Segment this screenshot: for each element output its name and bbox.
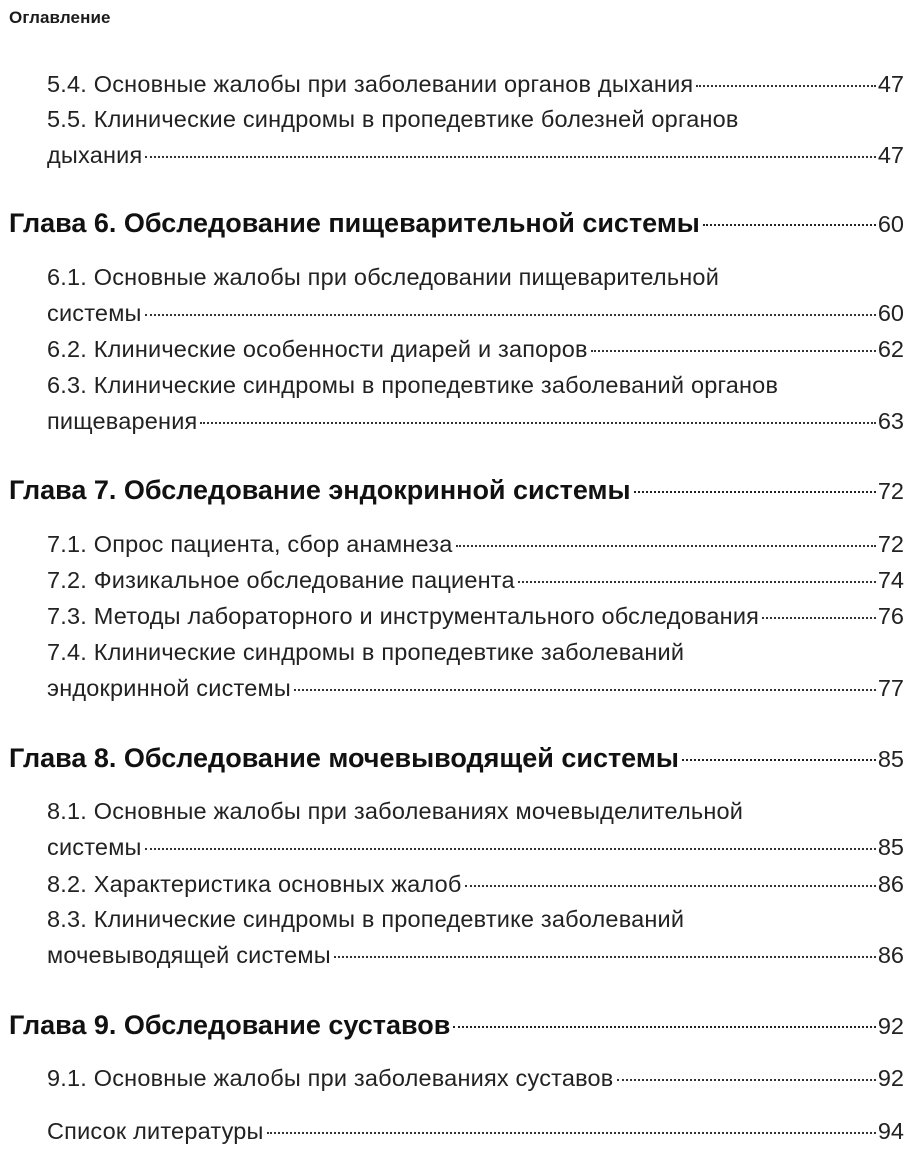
toc-entry-title: Список литературы (47, 1118, 264, 1144)
toc-page-number: 74 (877, 567, 904, 593)
toc-entry-title: 6.2. Клинические особенности диарей и запоров (47, 336, 588, 362)
dot-leader (453, 1026, 876, 1028)
toc-chapter-title: Глава 9. Обследование суставов (9, 1010, 451, 1040)
toc-page-number: 60 (877, 300, 904, 326)
toc-page-number: 77 (877, 675, 904, 701)
toc-page-number: 86 (877, 942, 904, 968)
dot-leader (145, 156, 875, 158)
toc-entry-title-line-1: 7.4. Клинические синдромы в пропедевтике заболеваний (47, 639, 685, 665)
toc-entry-bibliography[interactable] (47, 1113, 904, 1149)
toc-page-number: 47 (877, 71, 904, 97)
toc-entry-title-line-2: мочевыводящей системы (47, 942, 331, 968)
toc-page-number: 92 (877, 1013, 904, 1039)
toc-entry-title-line-1: 8.1. Основные жалобы при заболеваниях мочевыделительной (47, 798, 744, 824)
toc-entry-5-4[interactable] (47, 66, 904, 102)
toc-page-number: 85 (877, 834, 904, 860)
toc-entry-title: 7.3. Методы лабораторного и инструментального обследования (47, 603, 760, 629)
toc-entry-title-line-1: 6.3. Клинические синдромы в пропедевтике заболеваний органов (47, 372, 779, 398)
toc-entry-title-line-2: дыхания (47, 142, 143, 168)
toc-entry-title-line-1: 8.3. Клинические синдромы в пропедевтике заболеваний (47, 906, 685, 932)
toc-entry-6-2[interactable] (47, 331, 904, 367)
toc-entry-title: 7.2. Физикальное обследование пациента (47, 567, 515, 593)
toc-entry-title: 7.1. Опрос пациента, сбор анамнеза (47, 531, 453, 557)
toc-chapter-6[interactable] (9, 205, 904, 242)
toc-page-number: 47 (877, 142, 904, 168)
toc-entry-title-line-2: системы (47, 300, 142, 326)
toc-entry-title-line-2: эндокринной системы (47, 675, 291, 701)
toc-page-number: 94 (877, 1118, 904, 1144)
toc-entry-title: 8.2. Характеристика основных жалоб (47, 871, 462, 897)
toc-page-number: 72 (877, 478, 904, 504)
toc-entry-5-5[interactable] (47, 101, 904, 173)
toc-entry-title-line-2: пищеварения (47, 408, 198, 434)
toc-chapter-9[interactable] (9, 1007, 904, 1044)
toc-entry-9-1[interactable] (47, 1060, 904, 1096)
dot-leader (634, 491, 876, 493)
toc-entry-7-4[interactable] (47, 634, 904, 706)
toc-entry-6-1[interactable] (47, 259, 904, 331)
dot-leader (145, 848, 876, 850)
toc-entry-7-1[interactable] (47, 526, 904, 562)
toc-entry-title-line-2: системы (47, 834, 142, 860)
dot-leader (294, 689, 876, 691)
toc-page-number: 85 (877, 746, 904, 772)
dot-leader (456, 545, 876, 547)
toc-entry-7-3[interactable] (47, 598, 904, 634)
toc-page-number: 72 (877, 531, 904, 557)
toc-entry-8-2[interactable] (47, 866, 904, 902)
dot-leader (518, 581, 876, 583)
toc-chapter-title: Глава 6. Обследование пищеварительной системы (9, 208, 700, 238)
running-head: Оглавление (9, 8, 111, 27)
toc-page-number: 62 (877, 336, 904, 362)
toc-entry-title-line-1: 6.1. Основные жалобы при обследовании пищеварительной (47, 264, 720, 290)
toc-entry-8-1[interactable] (47, 793, 904, 865)
toc-page-number: 76 (877, 603, 904, 629)
toc-chapter-7[interactable] (9, 472, 904, 509)
dot-leader (682, 759, 876, 761)
toc-chapter-8[interactable] (9, 740, 904, 777)
toc-entry-6-3[interactable] (47, 367, 904, 439)
dot-leader (334, 956, 876, 958)
toc-page-number: 63 (877, 408, 904, 434)
toc-chapter-title: Глава 7. Обследование эндокринной системы (9, 475, 631, 505)
dot-leader (703, 224, 876, 226)
dot-leader (267, 1132, 876, 1134)
dot-leader (617, 1079, 876, 1081)
dot-leader (200, 422, 875, 424)
dot-leader (465, 885, 876, 887)
toc-entry-8-3[interactable] (47, 901, 904, 973)
toc-chapter-title: Глава 8. Обследование мочевыводящей системы (9, 743, 679, 773)
toc-entry-title-line-1: 5.5. Клинические синдромы в пропедевтике болезней органов (47, 106, 739, 132)
dot-leader (762, 617, 876, 619)
toc-page-number: 86 (877, 871, 904, 897)
toc-page-number: 92 (877, 1065, 904, 1091)
toc-entry-title: 9.1. Основные жалобы при заболеваниях суставов (47, 1065, 614, 1091)
toc-page-number: 60 (877, 211, 904, 237)
toc-entry-title: 5.4. Основные жалобы при заболевании органов дыхания (47, 71, 694, 97)
dot-leader (145, 314, 876, 316)
toc-entry-7-2[interactable] (47, 562, 904, 598)
dot-leader (696, 85, 876, 87)
dot-leader (591, 350, 876, 352)
